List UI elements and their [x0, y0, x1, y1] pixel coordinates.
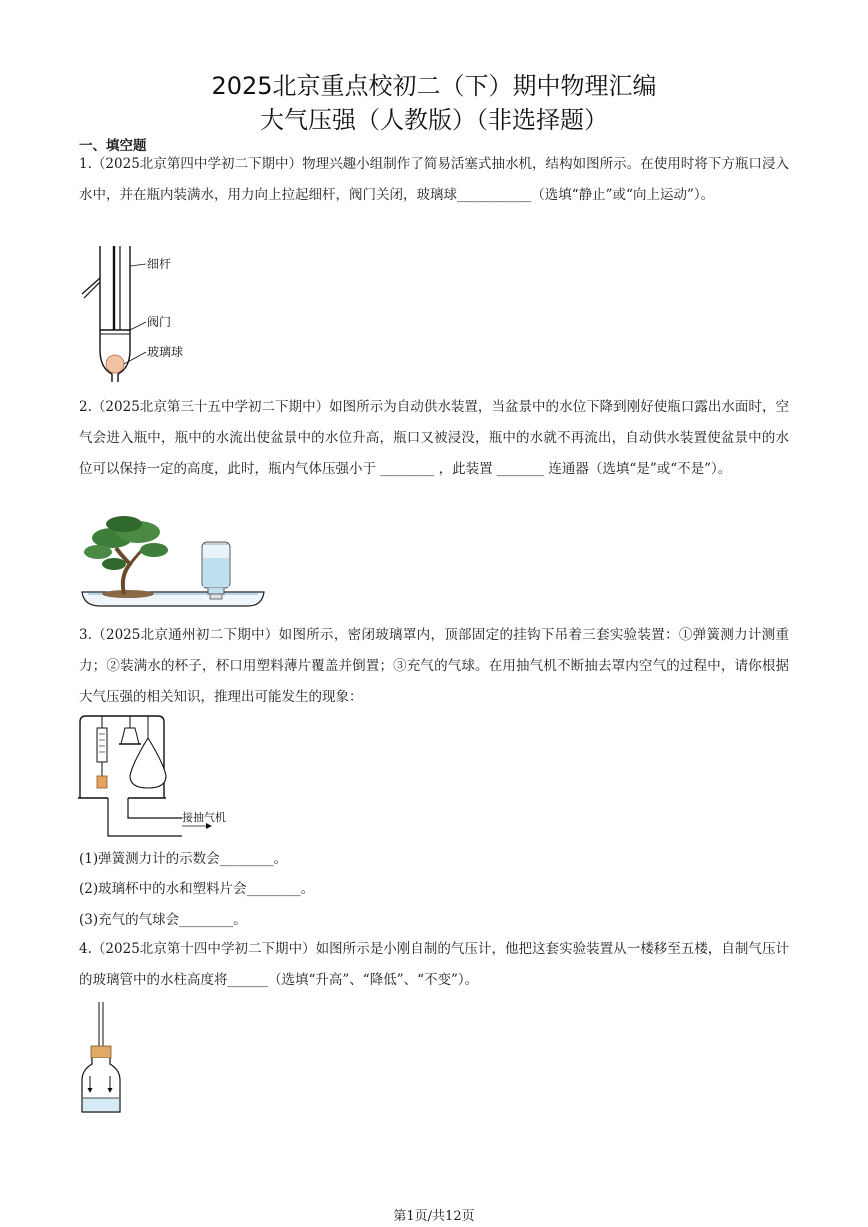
question-2-figure: [80, 514, 266, 612]
label-glass-ball: 玻璃球: [147, 345, 184, 359]
title-line-2: 大气压强（人教版）（非选择题）: [260, 106, 608, 134]
question-4-figure: [80, 1000, 124, 1116]
section-heading: 一、填空题: [79, 138, 147, 154]
question-3-sub-2: (2)玻璃杯中的水和塑料片会________。: [79, 881, 315, 897]
question-1-figure: [78, 242, 208, 388]
title-line-1: 2025北京重点校初二（下）期中物理汇编: [211, 72, 657, 100]
question-3-figure: [78, 714, 248, 840]
label-valve: 阀门: [147, 315, 172, 329]
label-rod: 细杆: [147, 257, 172, 271]
question-3-sub-3: (3)充气的气球会________。: [79, 912, 247, 928]
question-3-text: 3.（2025北京通州初二下期中）如图所示，密闭玻璃罩内，顶部固定的挂钩下吊着三套实验装置：①弹簧测力计测重力；②装满水的杯子，杯口用塑料薄片覆盖并倒置；③充气的气球。在用抽气机不断抽去罩内空气的过程中，请你根据大气压强的相关知识，推理出可能发生的现象：: [79, 627, 789, 705]
question-4-text: 4.（2025北京第十四中学初二下期中）如图所示是小刚自制的气压计，他把这套实验装置从一楼移至五楼，自制气压计的玻璃管中的水柱高度将______（选填“升高”、“降低”、“不变”）。: [79, 941, 789, 988]
page-footer: 第1页/共12页: [393, 1209, 475, 1224]
label-vacuum-pump: 接抽气机: [182, 811, 226, 824]
question-2-text: 2.（2025北京第三十五中学初二下期中）如图所示为自动供水装置，当盆景中的水位下降到刚好使瓶口露出水面时，空气会进入瓶中，瓶中的水流出使盆景中的水位升高，瓶口又被浸没，瓶中的水就不再流出，自动供水装置使盆景中的水位可以保持一定的高度，此时，瓶内气体压强小于 ________ ，此装置 _______ 连通器（选填“是”或“不是”）。: [79, 399, 789, 477]
question-1-text: 1.（2025北京第四中学初二下期中）物理兴趣小组制作了简易活塞式抽水机，结构如图所示。在使用时将下方瓶口浸入水中，并在瓶内装满水，用力向上拉起细杆，阀门关闭，玻璃球___________（选填“静止”或“向上运动”）。: [79, 156, 789, 203]
question-3-sub-1: (1)弹簧测力计的示数会________。: [79, 851, 288, 867]
